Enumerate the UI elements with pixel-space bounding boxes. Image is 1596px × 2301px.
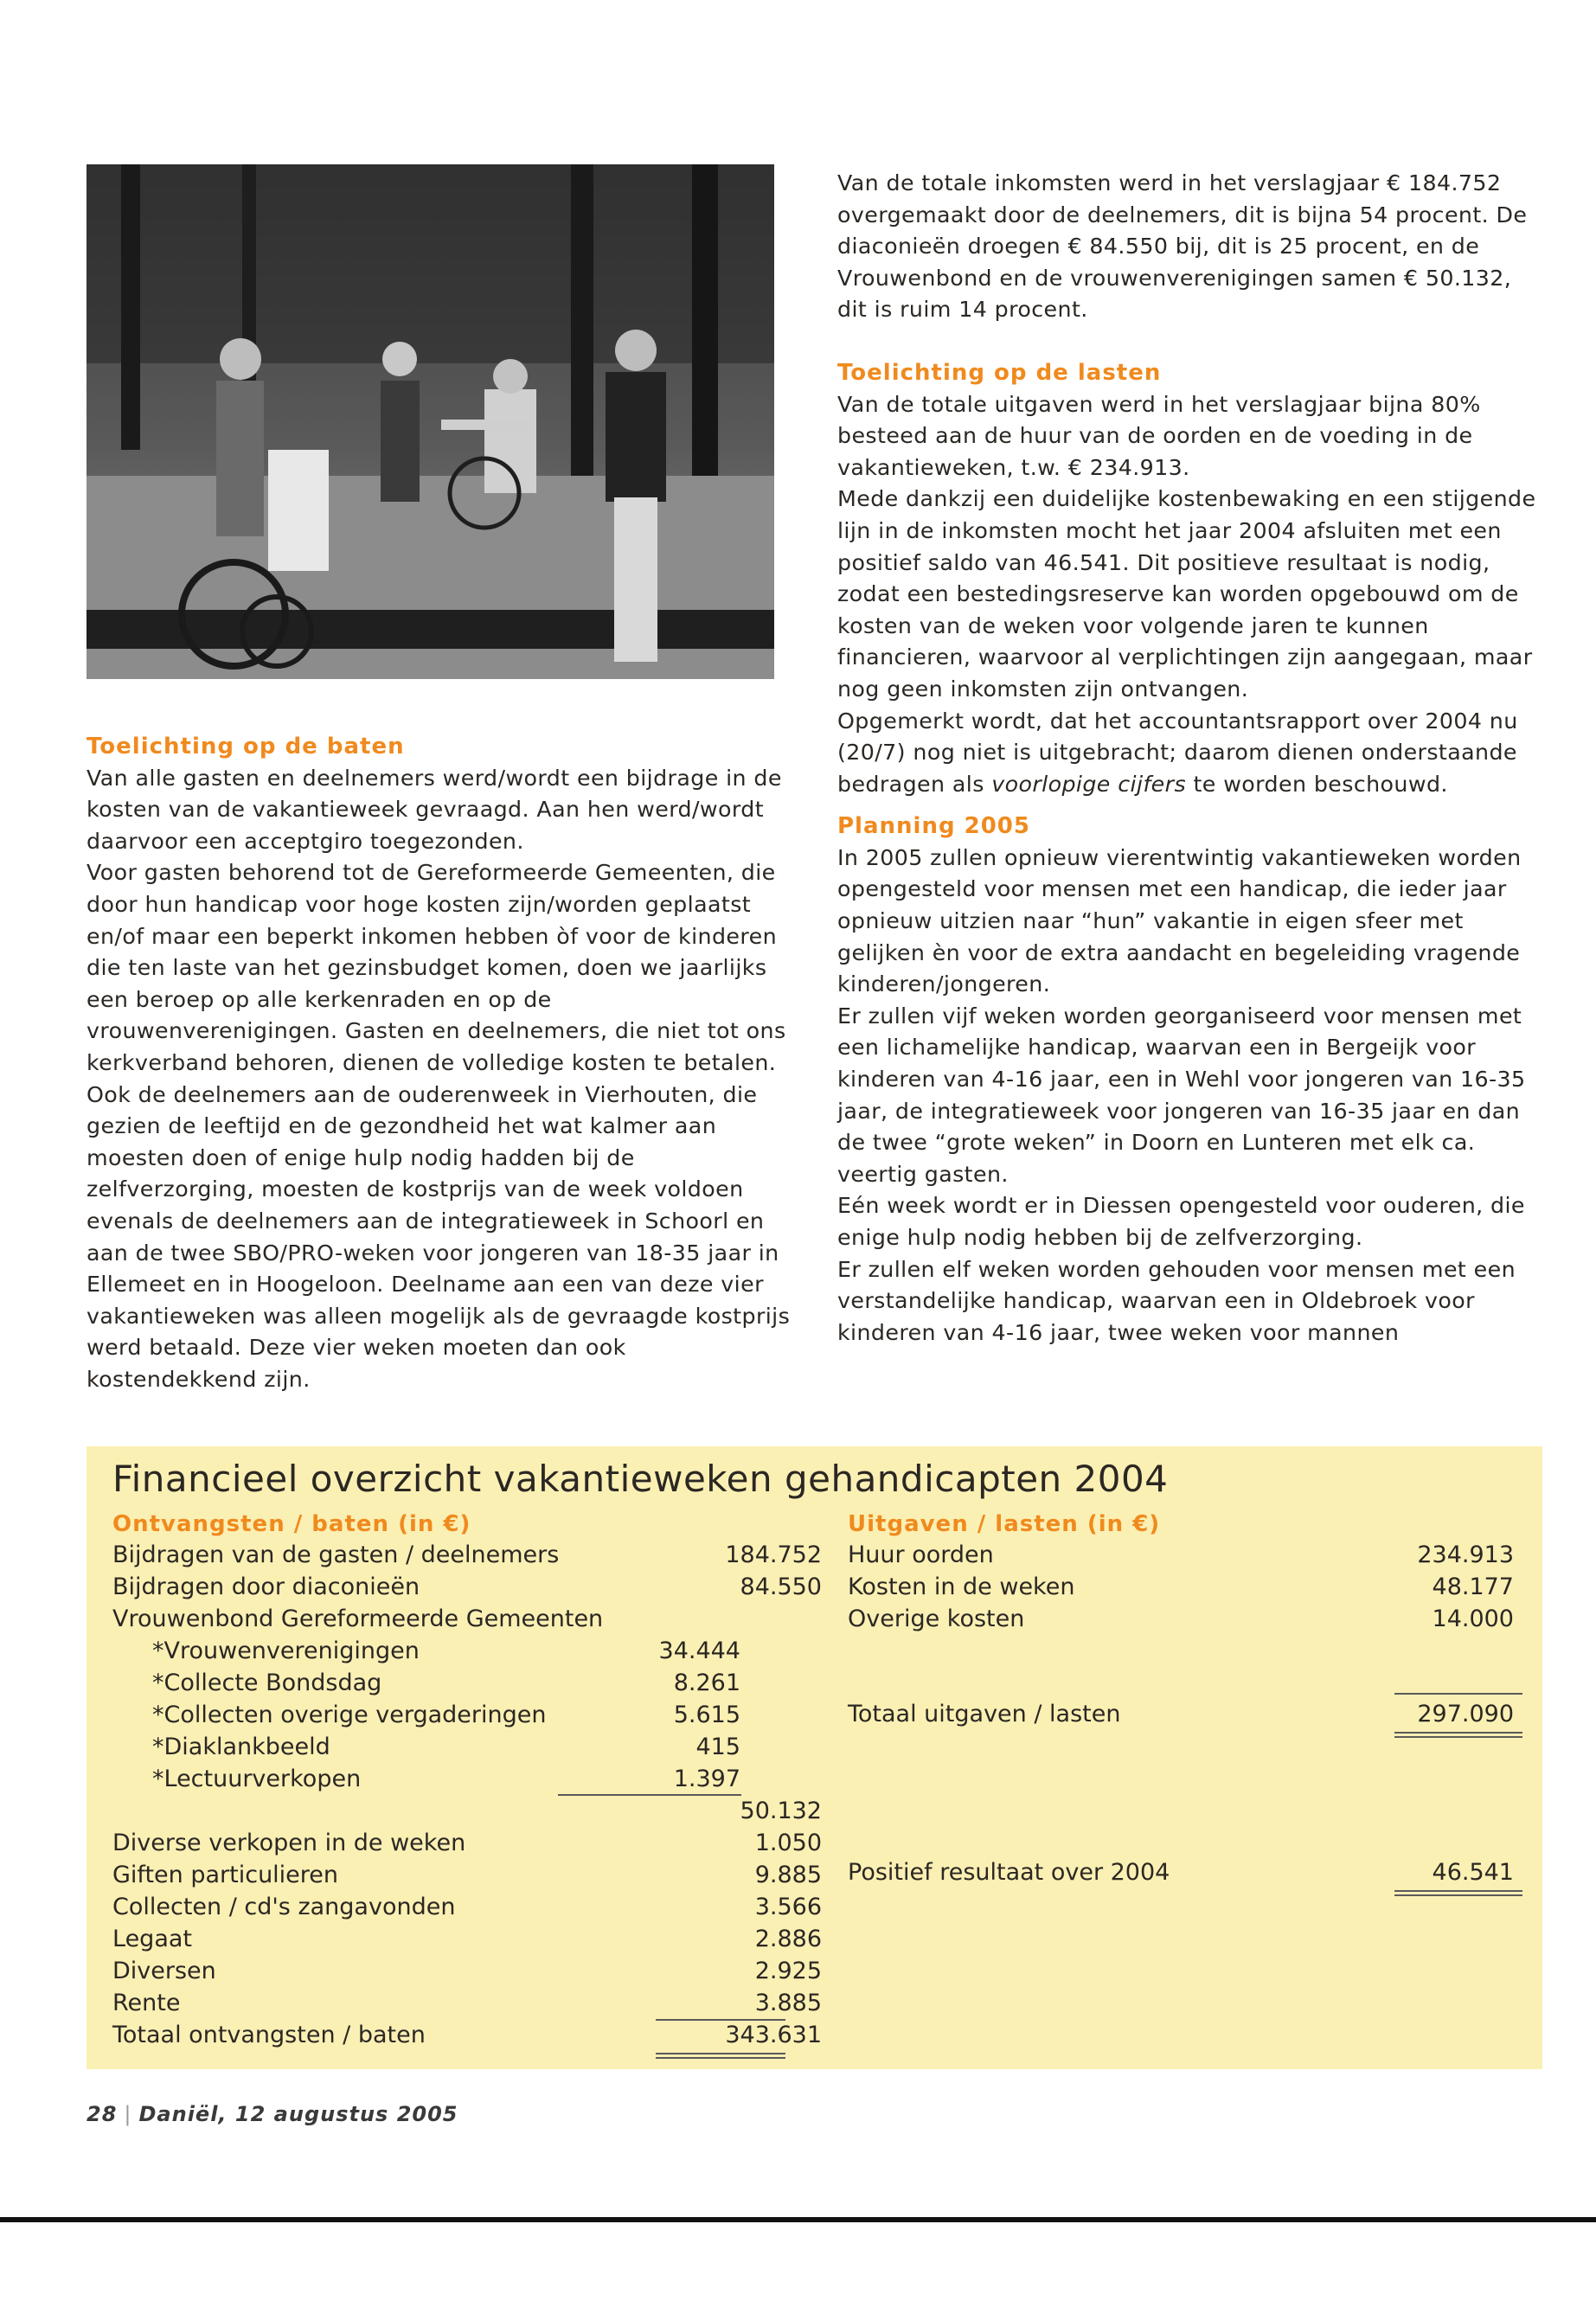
text: te worden beschouwd.: [1186, 771, 1448, 797]
income-total: 343.631: [725, 2022, 822, 2048]
income-heading: Ontvangsten / baten (in €): [112, 1511, 471, 1537]
sub-amount: 5.615: [673, 1702, 740, 1728]
result-double-rule: [1394, 1894, 1522, 1896]
expense-total-rule: [1394, 1693, 1522, 1695]
expense-total-double-rule: [1394, 1732, 1522, 1734]
expense-label: Huur oorden: [848, 1541, 994, 1568]
income-total-label: Totaal ontvangsten / baten: [112, 2022, 426, 2048]
income-amount: 9.885: [754, 1862, 822, 1888]
sub-label: *Lectuurverkopen: [152, 1766, 362, 1792]
total-double-rule: [656, 2053, 785, 2054]
heading-toelichting-baten: Toelichting op de baten: [87, 734, 405, 760]
sub-amount: 1.397: [673, 1766, 740, 1792]
income-label: Diverse verkopen in de weken: [112, 1830, 466, 1856]
expense-heading: Uitgaven / lasten (in €): [848, 1511, 1161, 1537]
subtotal-rule: [558, 1794, 741, 1796]
sub-label: *Vrouwenverenigingen: [152, 1638, 420, 1664]
sub-amount: 415: [695, 1734, 740, 1760]
text-italic: voorlopige cijfers: [991, 771, 1187, 797]
income-amount: 84.550: [740, 1574, 822, 1600]
income-label: Bijdragen door diaconieën: [112, 1574, 420, 1600]
publication-title: Daniël, 12 augustus 2005: [138, 2102, 458, 2126]
income-amount: 3.885: [754, 1990, 822, 2016]
page-number: 28: [87, 2102, 118, 2126]
financial-title: Financieel overzicht vakantieweken gehandicapten 2004: [112, 1458, 1169, 1500]
text: Opgemerkt wordt, dat het accountantsrapport over 2004 nu (20/7) nog niet is uitgebracht; daarom dienen onderstaande bedragen als: [837, 708, 1518, 797]
heading-toelichting-lasten: Toelichting op de lasten: [837, 359, 1162, 386]
expense-amount: 48.177: [1432, 1574, 1514, 1600]
heading-planning-2005: Planning 2005: [837, 813, 1030, 840]
income-label: Collecten / cd's zangavonden: [112, 1894, 456, 1920]
result-double-rule: [1394, 1890, 1522, 1892]
income-label: Rente: [112, 1990, 181, 2016]
income-label: Legaat: [112, 1926, 192, 1952]
result-amount: 46.541: [1432, 1859, 1514, 1886]
income-amount: 3.566: [754, 1894, 822, 1920]
income-amount: 184.752: [725, 1541, 822, 1568]
income-label: Diversen: [112, 1958, 216, 1984]
income-amount: 2.886: [754, 1926, 822, 1952]
income-amount: 2.925: [754, 1958, 822, 1984]
page-footer: [87, 2102, 458, 2126]
bottom-bar: [0, 2217, 1596, 2222]
sub-amount: 8.261: [673, 1670, 740, 1696]
paragraph: Van de totale uitgaven werd in het verslagjaar bijna 80% besteed aan de huur van de oorden en de voeding in de vakantieweken, t.w. € 234.913.: [837, 391, 1481, 480]
paragraph: Van alle gasten en deelnemers werd/wordt een bijdrage in de kosten van de vakantieweek gevraagd. Aan hen werd/wordt daarvoor een acceptgiro toegezonden.: [87, 765, 782, 854]
paragraph: In 2005 zullen opnieuw vierentwintig vakantieweken worden opengesteld voor mensen met een handicap, die ieder jaar opnieuw uitzien naar “hun” vakantie in eigen sfeer met gelijken èn voor de extra aandacht en begeleiding vragende kinderen/jongeren.: [837, 844, 1522, 997]
vrouwenbond-subtotal: 50.132: [740, 1798, 822, 1824]
photo-outdoor-group-wheelchairs: [87, 164, 774, 679]
sub-label: *Diaklankbeeld: [152, 1734, 330, 1760]
paragraph-intro: Van de totale inkomsten werd in het verslagjaar € 184.752 overgemaakt door de deelnemers, dit is bijna 54 procent. De diaconieën droegen € 84.550 bij, dit is 25 procent, en de Vrouwenbond en de vrouwenverenigingen samen € 50.132, dit is ruim 14 procent.: [837, 170, 1528, 323]
expense-label: Kosten in de weken: [848, 1574, 1075, 1600]
income-label: Vrouwenbond Gereformeerde Gemeenten: [112, 1606, 604, 1632]
financial-overview-box: [87, 1446, 1542, 2069]
right-column: [837, 168, 1540, 1349]
paragraph: Er zullen vijf weken worden georganiseerd voor mensen met een lichamelijke handicap, waarvan een in Bergeijk voor kinderen van 4-16 jaar, een in Wehl voor jongeren van 16-35 jaar, de integratieweek voor jongeren van 16-35 jaar en dan de twee “grote weken” in Doorn en Lunteren met elk ca. veertig gasten.: [837, 1003, 1526, 1187]
sub-label: *Collecten overige vergaderingen: [152, 1702, 547, 1728]
expense-amount: 14.000: [1432, 1606, 1514, 1632]
paragraph: Mede dankzij een duidelijke kostenbewaking en een stijgende lijn in de inkomsten mocht het jaar 2004 afsluiten met een positief saldo van 46.541. Dit positieve resultaat is nodig, zodat een bestedingsreserve kan worden opgebouwd om de kosten van de weken voor volgende jaren te kunnen financieren, waarvoor al verplichtingen zijn aangegaan, maar nog geen inkomsten zijn ontvangen.: [837, 486, 1536, 702]
paragraph: Voor gasten behorend tot de Gereformeerde Gemeenten, die door hun handicap voor hoge kosten zijn/worden geplaatst en/of maar een beperkt inkomen hebben òf voor de kinderen die ten laste van het gezinsbudget komen, doen we jaarlijks een beroep op alle kerkenraden en op de vrouwenverenigingen. Gasten en deelnemers, die niet tot ons kerkverband behoren, dienen de volledige kosten te betalen. Ook de deelnemers aan de ouderenweek in Vierhouten, die gezien de leeftijd en de gezondheid het wat kalmer aan moesten doen of enige hulp nodig hadden bij de zelfverzorging, moesten de kostprijs van de week voldoen evenals de deelnemers aan de integratieweek in Schoorl en aan de twee SBO/PRO-weken voor jongeren van 18-35 jaar in Ellemeet en in Hoogeloon. Deelname aan een van deze vier vakantieweken was alleen mogelijk als de gevraagde kostprijs werd betaald. Deze vier weken moeten dan ook kostendekkend zijn.: [87, 860, 791, 1392]
left-column: [87, 731, 796, 1395]
income-label: Bijdragen van de gasten / deelnemers: [112, 1541, 560, 1568]
paragraph: Eén week wordt er in Diessen opengesteld voor ouderen, die enige hulp nodig hebben bij de zelfverzorging.: [837, 1193, 1525, 1250]
total-double-rule: [656, 2057, 785, 2059]
income-label: Giften particulieren: [112, 1862, 339, 1888]
income-amount: 1.050: [754, 1830, 822, 1856]
paragraph-voorlopige-cijfers: [837, 706, 1540, 801]
sub-label: *Collecte Bondsdag: [152, 1670, 382, 1696]
expense-amount: 234.913: [1417, 1541, 1514, 1568]
expense-label: Overige kosten: [848, 1606, 1025, 1632]
result-label: Positief resultaat over 2004: [848, 1859, 1170, 1886]
expense-total-double-rule: [1394, 1736, 1522, 1738]
expense-total-label: Totaal uitgaven / lasten: [848, 1701, 1121, 1727]
expense-total: 297.090: [1417, 1701, 1514, 1727]
sub-amount: 34.444: [658, 1638, 740, 1664]
footer-separator: |: [124, 2102, 132, 2126]
paragraph: Er zullen elf weken worden gehouden voor mensen met een verstandelijke handicap, waarvan een in Oldebroek voor kinderen van 4-16 jaar, twee weken voor mannen: [837, 1256, 1516, 1345]
